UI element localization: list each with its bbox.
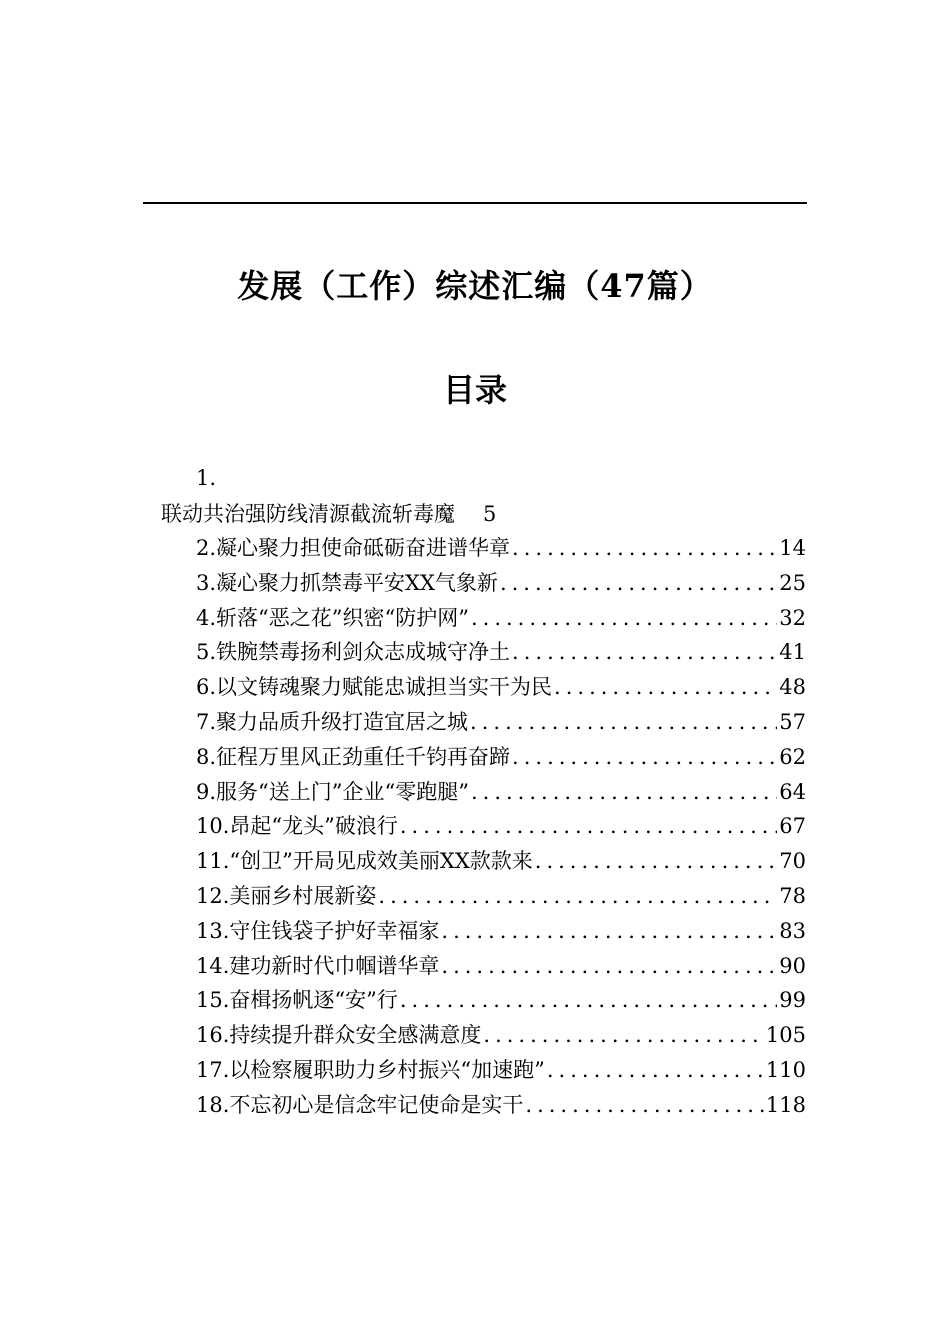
toc-entry-title: 10.昂起“龙头”破浪行 <box>196 814 398 839</box>
toc-leader-dots <box>470 706 777 738</box>
toc-entry-1-title[interactable] <box>161 498 496 530</box>
toc-entry-page: 25 <box>779 570 806 595</box>
toc-entry-page: 70 <box>779 849 806 874</box>
toc-entry-1-page: 5 <box>483 502 497 526</box>
toc-list <box>196 532 806 1124</box>
toc-entry[interactable] <box>196 845 806 880</box>
toc-entry-title: 2.凝心聚力担使命砥砺奋进谱华章 <box>196 536 511 560</box>
toc-entry-title: 9.服务“送上门”企业“零跑腿” <box>196 779 469 804</box>
toc-leader-dots <box>378 880 777 912</box>
toc-entry-title: 11.“创卫”开局见成效美丽XX款款来 <box>196 849 533 874</box>
toc-entry[interactable] <box>196 1019 806 1054</box>
toc-entry-title: 7.聚力品质升级打造宜居之城 <box>196 709 469 734</box>
toc-entry-page: 14 <box>779 536 806 560</box>
toc-entry-page: 32 <box>779 605 806 630</box>
document-title: 发展（工作）综述汇编（47篇） <box>237 267 713 305</box>
toc-entry[interactable] <box>196 636 806 671</box>
toc-entry-page: 83 <box>779 918 806 943</box>
toc-entry-title: 5.铁腕禁毒扬利剑众志成城守净土 <box>196 640 511 665</box>
toc-entry-title: 12.美丽乡村展新姿 <box>196 883 377 908</box>
toc-entry-title: 15.奋楫扬帆逐“安”行 <box>196 988 398 1013</box>
toc-entry[interactable] <box>196 776 806 811</box>
toc-leader-dots <box>525 1089 764 1121</box>
toc-entry-1-number[interactable]: 1. <box>196 466 217 490</box>
toc-entry-title: 14.建功新时代巾帼谱华章 <box>196 953 440 978</box>
toc-entry-1-label: 联动共治强防线清源截流斩毒魔 <box>161 502 455 526</box>
toc-leader-dots <box>471 776 777 808</box>
toc-leader-dots <box>471 602 777 634</box>
toc-entry-page: 118 <box>765 1092 806 1117</box>
toc-entry-title: 18.不忘初心是信念牢记使命是实干 <box>196 1092 524 1117</box>
toc-entry-title: 6.以文铸魂聚力赋能忠诚担当实干为民 <box>196 675 553 700</box>
toc-entry-page: 99 <box>779 988 806 1013</box>
toc-entry-page: 110 <box>765 1057 806 1082</box>
toc-leader-dots <box>441 950 777 982</box>
toc-entry-page: 64 <box>779 779 806 804</box>
toc-entry-page: 78 <box>779 883 806 908</box>
toc-leader-dots <box>554 671 777 703</box>
toc-heading: 目录 <box>442 371 507 409</box>
toc-entry[interactable] <box>196 602 806 637</box>
toc-entry[interactable] <box>196 1054 806 1089</box>
header-rule <box>143 202 807 204</box>
toc-entry-page: 48 <box>779 675 806 700</box>
toc-leader-dots <box>547 1054 764 1086</box>
toc-leader-dots <box>500 567 777 599</box>
toc-leader-dots <box>512 741 777 773</box>
toc-entry-title: 16.持续提升群众安全感满意度 <box>196 1023 482 1048</box>
toc-entry[interactable] <box>196 984 806 1019</box>
toc-entry-title: 8.征程万里风正劲重任千钧再奋蹄 <box>196 744 511 769</box>
toc-leader-dots <box>400 810 777 842</box>
toc-entry-page: 67 <box>779 814 806 839</box>
toc-entry[interactable] <box>196 810 806 845</box>
toc-entry-title: 17.以检察履职助力乡村振兴“加速跑” <box>196 1057 545 1082</box>
toc-entry[interactable] <box>196 671 806 706</box>
toc-entry-page: 62 <box>779 744 806 769</box>
toc-entry[interactable] <box>196 706 806 741</box>
toc-entry[interactable] <box>196 567 806 602</box>
toc-entry-page: 90 <box>779 953 806 978</box>
toc-entry-title: 4.斩落“恶之花”织密“防护网” <box>196 605 469 630</box>
toc-leader-dots <box>441 915 777 947</box>
toc-entry[interactable] <box>196 1089 806 1124</box>
toc-entry[interactable] <box>196 880 806 915</box>
toc-entry-page: 105 <box>765 1023 806 1048</box>
toc-entry-page: 41 <box>779 640 806 665</box>
toc-entry[interactable] <box>196 741 806 776</box>
toc-entry[interactable] <box>196 950 806 985</box>
toc-leader-dots <box>483 1019 764 1051</box>
toc-leader-dots <box>535 845 777 877</box>
toc-entry-title: 3.凝心聚力抓禁毒平安XX气象新 <box>196 570 498 595</box>
toc-entry-title: 13.守住钱袋子护好幸福家 <box>196 918 440 943</box>
toc-entry[interactable] <box>196 915 806 950</box>
toc-leader-dots <box>400 984 777 1016</box>
toc-entry[interactable] <box>196 532 806 567</box>
toc-leader-dots <box>512 636 777 668</box>
toc-leader-dots <box>512 532 777 564</box>
toc-entry-page: 57 <box>779 709 806 734</box>
